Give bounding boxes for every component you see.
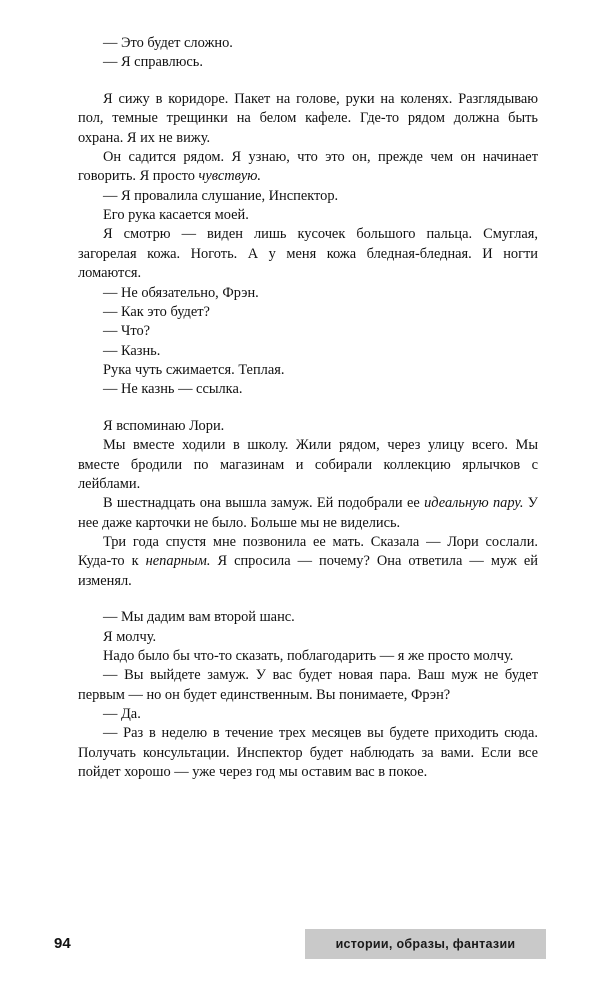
paragraph: — Как это будет? <box>103 303 210 320</box>
emphasis: непарным. <box>145 553 211 570</box>
dialogue-line: — Я справлюсь. <box>103 54 203 71</box>
paragraph-spacer <box>78 400 538 417</box>
page-body <box>78 34 538 783</box>
page-footer <box>0 915 600 1001</box>
paragraph: Я вспоминаю Лори. <box>103 417 225 434</box>
dialogue-block-1 <box>78 34 538 73</box>
paragraph: Я смотрю — виден лишь кусочек большого пальца. Смуглая, загорелая кожа. Ноготь. А у меня кожа бледная-бледная. И ногти ломаются. <box>78 226 538 282</box>
paragraph: — Раз в неделю в течение трех месяцев вы будете приходить сюда. Получать консультации. Инспектор будет наблюдать за вами. Если все пойдет хорошо — уже через год мы оставим вас в покое. <box>78 725 538 781</box>
paragraph: — Что? <box>103 323 151 340</box>
paragraph: Я молчу. <box>103 628 157 645</box>
paragraph: Рука чуть сжимается. Теплая. <box>103 362 285 378</box>
dialogue-line: — Это будет сложно. <box>103 35 233 51</box>
emphasis: чувствую. <box>198 168 261 185</box>
narrative-block-2 <box>78 90 538 400</box>
page-number: 94 <box>54 935 71 952</box>
footer-banner-label: истории, образы, фантазии <box>335 937 516 951</box>
paragraph: В шестнадцать она вышла замуж. Ей подобрали ее идеальную пару. У нее даже карточки не было. Больше мы не виделись. <box>78 495 538 531</box>
footer-banner <box>305 929 546 959</box>
paragraph: — Не обязательно, Фрэн. <box>103 284 259 301</box>
paragraph-spacer <box>78 591 538 608</box>
paragraph: — Не казнь — ссылка. <box>103 381 243 398</box>
narrative-block-4 <box>78 608 538 782</box>
paragraph: Я сижу в коридоре. Пакет на голове, руки на коленях. Разглядываю пол, темные трещинки на белом кафеле. Где-то рядом должна быть охрана. Я их не вижу. <box>78 90 538 146</box>
paragraph: — Мы дадим вам второй шанс. <box>103 609 295 626</box>
paragraph: — Вы выйдете замуж. У вас будет новая пара. Ваш муж не будет первым — но он будет единственным. Вы понимаете, Фрэн? <box>78 667 538 703</box>
paragraph-spacer <box>78 73 538 90</box>
paragraph: Надо было бы что-то сказать, поблагодарить — я же просто молчу. <box>103 647 514 664</box>
paragraph: — Да. <box>103 706 141 722</box>
paragraph: — Казнь. <box>103 342 161 359</box>
paragraph: Три года спустя мне позвонила ее мать. Сказала — Лори сослали. Куда-то к непарным. Я спросила — почему? Она ответила — муж ей изменял. <box>78 534 538 589</box>
paragraph: — Я провалила слушание, Инспектор. <box>103 187 339 204</box>
paragraph: Мы вместе ходили в школу. Жили рядом, через улицу всего. Мы вместе бродили по магазинам и собирали коллекцию ярлычков с лейблами. <box>78 437 538 492</box>
narrative-block-3 <box>78 417 538 591</box>
emphasis: идеальную пару. <box>424 495 524 512</box>
paragraph: Он садится рядом. Я узнаю, что это он, прежде чем он начинает говорить. Я просто чувствую. <box>78 148 538 185</box>
paragraph: Его рука касается моей. <box>103 207 249 223</box>
